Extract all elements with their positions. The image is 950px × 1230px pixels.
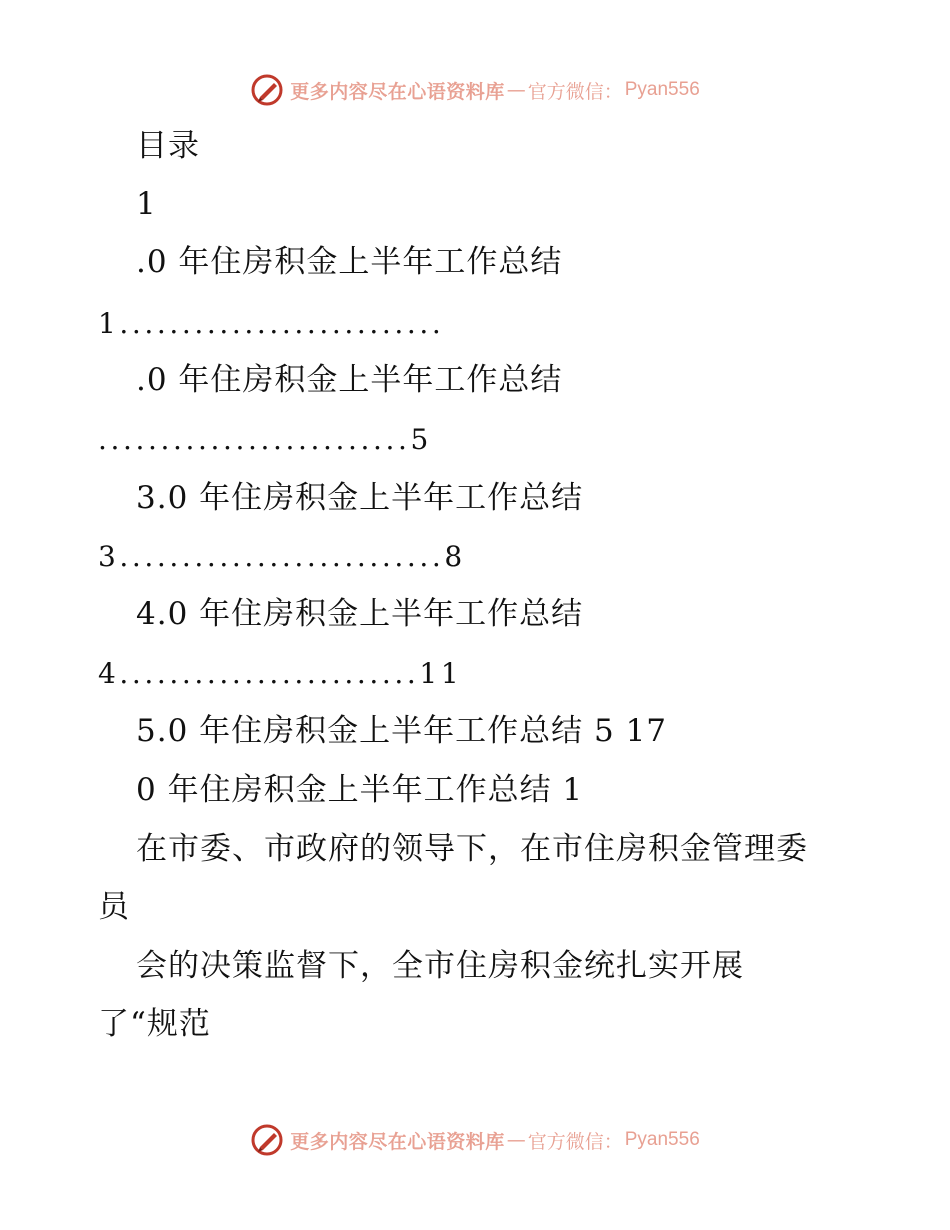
- watermark-wechat-label: 官方微信：: [527, 80, 623, 103]
- body-line: 在市委、市政府的领导下，在市住房积金管理委: [136, 831, 808, 867]
- body-line: 了“规范: [98, 1006, 211, 1042]
- toc-line: 5.0 年住房积金上半年工作总结 5 17: [136, 713, 668, 749]
- header-watermark: [0, 70, 950, 110]
- toc-heading: 目录: [136, 128, 200, 164]
- toc-line: .0 年住房积金上半年工作总结: [136, 244, 563, 280]
- body-line: 0 年住房积金上半年工作总结 1: [136, 772, 584, 808]
- body-line: 会的决策监督下，全市住房积金统扎实开展: [136, 948, 744, 984]
- toc-line: 3..........................8: [98, 540, 466, 573]
- watermark-wechat-id: Pyan556: [624, 1129, 700, 1150]
- pen-logo-icon: [250, 73, 284, 107]
- toc-line: 1: [136, 186, 157, 222]
- toc-line: 3.0 年住房积金上半年工作总结: [136, 480, 584, 516]
- body-line: 员: [98, 889, 130, 925]
- toc-line: .........................5: [98, 423, 432, 456]
- pen-logo-icon: [250, 1123, 284, 1157]
- footer-watermark: [0, 1120, 950, 1160]
- toc-line: 1..........................: [98, 307, 445, 340]
- toc-line: 4.0 年住房积金上半年工作总结: [136, 596, 584, 632]
- watermark-separator: —: [506, 1129, 526, 1151]
- watermark-wechat-label: 官方微信：: [527, 1130, 623, 1153]
- toc-line: 4........................11: [98, 657, 463, 690]
- watermark-separator: —: [506, 79, 526, 101]
- watermark-text: 更多内容尽在心语资料库: [290, 80, 505, 103]
- watermark-text: 更多内容尽在心语资料库: [290, 1130, 505, 1153]
- toc-line: .0 年住房积金上半年工作总结: [136, 362, 563, 398]
- watermark-wechat-id: Pyan556: [624, 79, 700, 100]
